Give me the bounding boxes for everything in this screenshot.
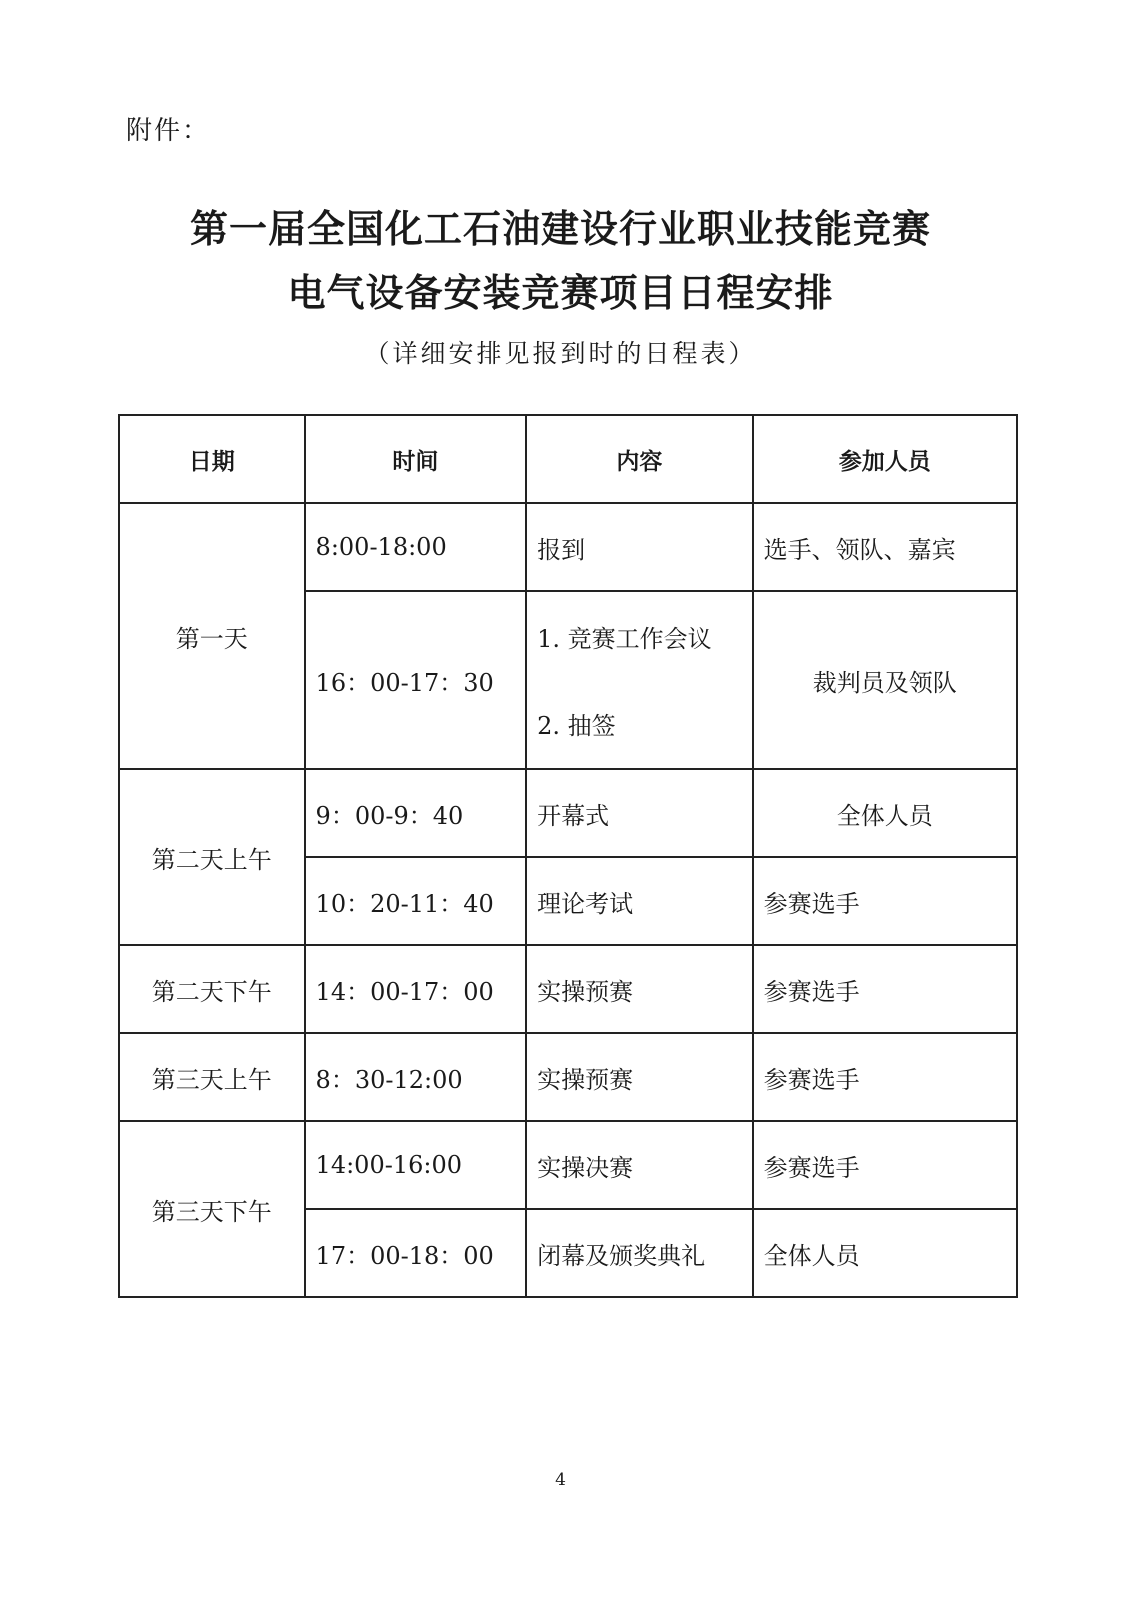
people-cell: 全体人员 <box>753 1209 1017 1297</box>
date-cell-day3-pm: 第三天下午 <box>119 1121 305 1297</box>
document-title-line-1: 第一届全国化工石油建设行业职业技能竞赛 <box>189 207 931 251</box>
date-cell-day2-pm: 第二天下午 <box>119 945 305 1033</box>
header-people: 参加人员 <box>753 415 1017 503</box>
content-cell: 实操预赛 <box>526 1033 752 1121</box>
content-cell: 报到 <box>526 503 752 591</box>
table-header-row <box>119 415 1017 503</box>
people-cell: 参赛选手 <box>753 1033 1017 1121</box>
attachment-label: 附件： <box>126 116 211 146</box>
table-row <box>119 503 1017 591</box>
time-cell: 14：00-17：00 <box>305 945 527 1033</box>
people-cell: 裁判员及领队 <box>753 591 1017 769</box>
content-cell <box>526 591 752 769</box>
document-subtitle: （详细安排见报到时的日程表） <box>364 339 757 368</box>
content-cell: 开幕式 <box>526 769 752 857</box>
time-cell: 14:00-16:00 <box>305 1121 527 1209</box>
content-item-meeting: 1. 竞赛工作会议 <box>537 625 712 653</box>
header-content: 内容 <box>526 415 752 503</box>
header-date: 日期 <box>119 415 305 503</box>
document-title-line-2: 电气设备安装竞赛项目日程安排 <box>287 271 834 315</box>
time-cell: 8：30-12:00 <box>305 1033 527 1121</box>
people-cell: 参赛选手 <box>753 945 1017 1033</box>
content-cell: 实操预赛 <box>526 945 752 1033</box>
people-cell: 参赛选手 <box>753 1121 1017 1209</box>
content-item-draw: 2. 抽签 <box>537 712 616 740</box>
content-cell: 实操决赛 <box>526 1121 752 1209</box>
date-cell-day2-am: 第二天上午 <box>119 769 305 945</box>
people-cell: 全体人员 <box>753 769 1017 857</box>
table-row <box>119 1121 1017 1209</box>
time-cell: 16：00-17：30 <box>305 591 527 769</box>
date-cell-day1: 第一天 <box>119 503 305 769</box>
table-row <box>119 1033 1017 1121</box>
header-time: 时间 <box>305 415 527 503</box>
content-cell: 闭幕及颁奖典礼 <box>526 1209 752 1297</box>
time-cell: 17：00-18：00 <box>305 1209 527 1297</box>
schedule-table <box>118 414 1018 1298</box>
table-row <box>119 945 1017 1033</box>
date-cell-day3-am: 第三天上午 <box>119 1033 305 1121</box>
time-cell: 9：00-9：40 <box>305 769 527 857</box>
page-number: 4 <box>555 1470 566 1490</box>
people-cell: 参赛选手 <box>753 857 1017 945</box>
people-cell: 选手、领队、嘉宾 <box>753 503 1017 591</box>
table-row <box>119 769 1017 857</box>
time-cell: 8:00-18:00 <box>305 503 527 591</box>
time-cell: 10：20-11：40 <box>305 857 527 945</box>
content-cell: 理论考试 <box>526 857 752 945</box>
